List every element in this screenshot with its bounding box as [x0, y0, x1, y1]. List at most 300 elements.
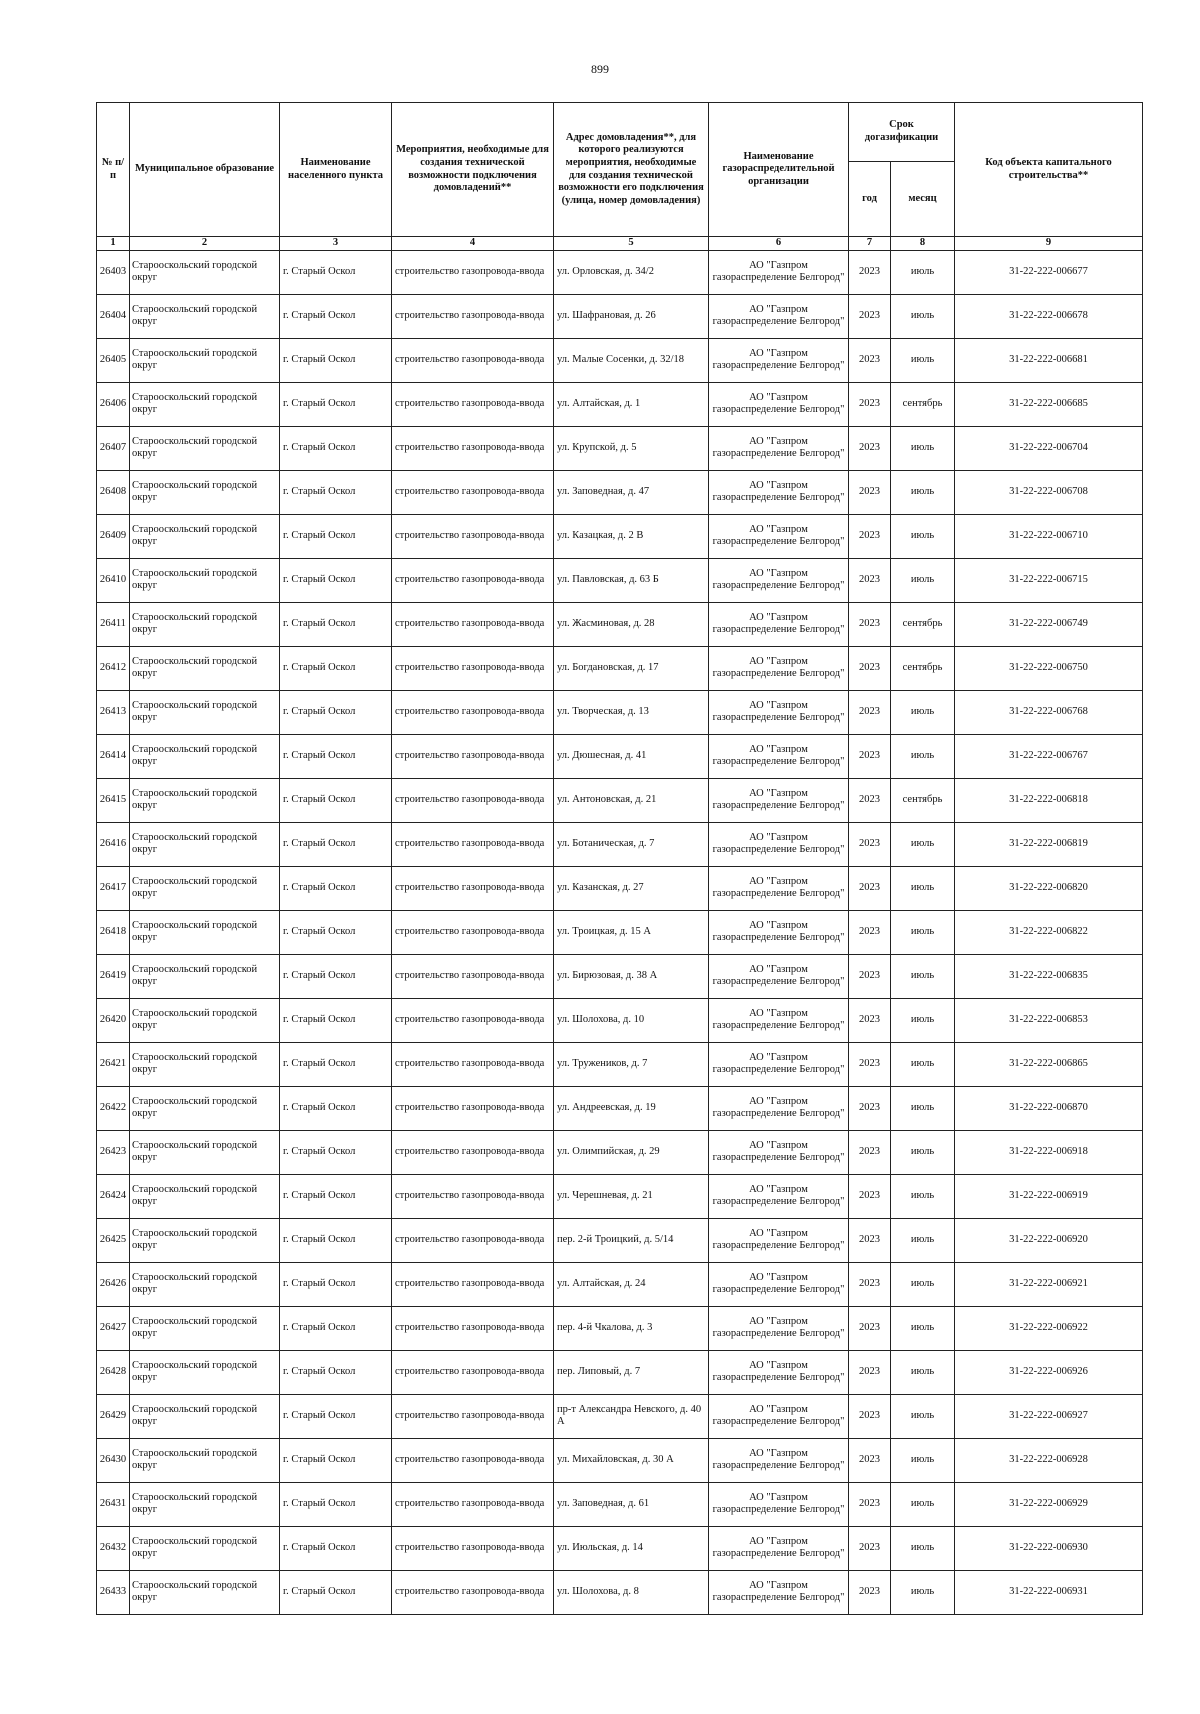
table-row [97, 1262, 1143, 1306]
year-cell: 2023 [849, 470, 891, 514]
month-cell: июль [891, 294, 955, 338]
column-number: 3 [280, 237, 392, 251]
row-number: 26407 [97, 426, 130, 470]
row-number: 26432 [97, 1526, 130, 1570]
header-address: Адрес домовладения**, для которого реализуются мероприятия, необходимые для создания технической возможности его подключения (улица, номер домовладения) [554, 103, 709, 237]
activity-cell: строительство газопровода-ввода [392, 1086, 554, 1130]
address-cell: ул. Богдановская, д. 17 [554, 646, 709, 690]
municipality-cell: Старооскольский городской округ [130, 514, 280, 558]
month-cell: июль [891, 1526, 955, 1570]
activity-cell: строительство газопровода-ввода [392, 910, 554, 954]
year-cell: 2023 [849, 1570, 891, 1614]
address-cell: ул. Алтайская, д. 24 [554, 1262, 709, 1306]
organization-cell: АО "Газпром газораспределение Белгород" [709, 338, 849, 382]
object-code-cell: 31-22-222-006835 [955, 954, 1143, 998]
object-code-cell: 31-22-222-006921 [955, 1262, 1143, 1306]
row-number: 26426 [97, 1262, 130, 1306]
header-year: год [849, 162, 891, 237]
month-cell: июль [891, 998, 955, 1042]
municipality-cell: Старооскольский городской округ [130, 250, 280, 294]
municipality-cell: Старооскольский городской округ [130, 734, 280, 778]
address-cell: ул. Малые Сосенки, д. 32/18 [554, 338, 709, 382]
municipality-cell: Старооскольский городской округ [130, 382, 280, 426]
organization-cell: АО "Газпром газораспределение Белгород" [709, 1262, 849, 1306]
address-cell: ул. Андреевская, д. 19 [554, 1086, 709, 1130]
object-code-cell: 31-22-222-006922 [955, 1306, 1143, 1350]
column-number: 2 [130, 237, 280, 251]
activity-cell: строительство газопровода-ввода [392, 602, 554, 646]
activity-cell: строительство газопровода-ввода [392, 1218, 554, 1262]
table-row [97, 1218, 1143, 1262]
organization-cell: АО "Газпром газораспределение Белгород" [709, 1482, 849, 1526]
organization-cell: АО "Газпром газораспределение Белгород" [709, 1394, 849, 1438]
municipality-cell: Старооскольский городской округ [130, 294, 280, 338]
table-row [97, 558, 1143, 602]
table-row [97, 998, 1143, 1042]
settlement-cell: г. Старый Оскол [280, 1350, 392, 1394]
activity-cell: строительство газопровода-ввода [392, 514, 554, 558]
municipality-cell: Старооскольский городской округ [130, 1262, 280, 1306]
organization-cell: АО "Газпром газораспределение Белгород" [709, 294, 849, 338]
table-body [97, 250, 1143, 1614]
address-cell: ул. Крупской, д. 5 [554, 426, 709, 470]
address-cell: ул. Черешневая, д. 21 [554, 1174, 709, 1218]
organization-cell: АО "Газпром газораспределение Белгород" [709, 514, 849, 558]
activity-cell: строительство газопровода-ввода [392, 426, 554, 470]
activity-cell: строительство газопровода-ввода [392, 338, 554, 382]
municipality-cell: Старооскольский городской округ [130, 426, 280, 470]
activity-cell: строительство газопровода-ввода [392, 1526, 554, 1570]
month-cell: июль [891, 1130, 955, 1174]
settlement-cell: г. Старый Оскол [280, 338, 392, 382]
column-number: 8 [891, 237, 955, 251]
object-code-cell: 31-22-222-006820 [955, 866, 1143, 910]
table-row [97, 602, 1143, 646]
address-cell: ул. Михайловская, д. 30 А [554, 1438, 709, 1482]
table-row [97, 954, 1143, 998]
settlement-cell: г. Старый Оскол [280, 1394, 392, 1438]
year-cell: 2023 [849, 822, 891, 866]
month-cell: июль [891, 954, 955, 998]
object-code-cell: 31-22-222-006926 [955, 1350, 1143, 1394]
header-month: месяц [891, 162, 955, 237]
month-cell: июль [891, 558, 955, 602]
table-row [97, 1570, 1143, 1614]
address-cell: ул. Шафрановая, д. 26 [554, 294, 709, 338]
table-row [97, 426, 1143, 470]
object-code-cell: 31-22-222-006681 [955, 338, 1143, 382]
municipality-cell: Старооскольский городской округ [130, 1482, 280, 1526]
municipality-cell: Старооскольский городской округ [130, 1394, 280, 1438]
municipality-cell: Старооскольский городской округ [130, 954, 280, 998]
object-code-cell: 31-22-222-006919 [955, 1174, 1143, 1218]
month-cell: июль [891, 1306, 955, 1350]
settlement-cell: г. Старый Оскол [280, 998, 392, 1042]
settlement-cell: г. Старый Оскол [280, 866, 392, 910]
activity-cell: строительство газопровода-ввода [392, 1394, 554, 1438]
row-number: 26404 [97, 294, 130, 338]
object-code-cell: 31-22-222-006865 [955, 1042, 1143, 1086]
activity-cell: строительство газопровода-ввода [392, 250, 554, 294]
organization-cell: АО "Газпром газораспределение Белгород" [709, 866, 849, 910]
month-cell: июль [891, 866, 955, 910]
organization-cell: АО "Газпром газораспределение Белгород" [709, 734, 849, 778]
municipality-cell: Старооскольский городской округ [130, 1130, 280, 1174]
activity-cell: строительство газопровода-ввода [392, 690, 554, 734]
organization-cell: АО "Газпром газораспределение Белгород" [709, 954, 849, 998]
column-number: 5 [554, 237, 709, 251]
year-cell: 2023 [849, 1394, 891, 1438]
row-number: 26433 [97, 1570, 130, 1614]
activity-cell: строительство газопровода-ввода [392, 954, 554, 998]
settlement-cell: г. Старый Оскол [280, 426, 392, 470]
activity-cell: строительство газопровода-ввода [392, 1570, 554, 1614]
header-activities: Мероприятия, необходимые для создания технической возможности подключения домовладений** [392, 103, 554, 237]
object-code-cell: 31-22-222-006822 [955, 910, 1143, 954]
organization-cell: АО "Газпром газораспределение Белгород" [709, 910, 849, 954]
settlement-cell: г. Старый Оскол [280, 734, 392, 778]
municipality-cell: Старооскольский городской округ [130, 690, 280, 734]
settlement-cell: г. Старый Оскол [280, 1438, 392, 1482]
year-cell: 2023 [849, 866, 891, 910]
address-cell: ул. Павловская, д. 63 Б [554, 558, 709, 602]
municipality-cell: Старооскольский городской округ [130, 646, 280, 690]
year-cell: 2023 [849, 338, 891, 382]
row-number: 26431 [97, 1482, 130, 1526]
activity-cell: строительство газопровода-ввода [392, 1438, 554, 1482]
municipality-cell: Старооскольский городской округ [130, 1306, 280, 1350]
activity-cell: строительство газопровода-ввода [392, 558, 554, 602]
settlement-cell: г. Старый Оскол [280, 646, 392, 690]
object-code-cell: 31-22-222-006677 [955, 250, 1143, 294]
activity-cell: строительство газопровода-ввода [392, 1482, 554, 1526]
table-row [97, 822, 1143, 866]
organization-cell: АО "Газпром газораспределение Белгород" [709, 1218, 849, 1262]
year-cell: 2023 [849, 690, 891, 734]
organization-cell: АО "Газпром газораспределение Белгород" [709, 1438, 849, 1482]
year-cell: 2023 [849, 1526, 891, 1570]
activity-cell: строительство газопровода-ввода [392, 778, 554, 822]
header-deadline: Срок догазификации [849, 103, 955, 162]
gasification-table [96, 102, 1143, 1615]
column-number: 1 [97, 237, 130, 251]
settlement-cell: г. Старый Оскол [280, 1306, 392, 1350]
activity-cell: строительство газопровода-ввода [392, 1130, 554, 1174]
month-cell: сентябрь [891, 778, 955, 822]
header-municipality: Муниципальное образование [130, 103, 280, 237]
row-number: 26409 [97, 514, 130, 558]
row-number: 26425 [97, 1218, 130, 1262]
municipality-cell: Старооскольский городской округ [130, 998, 280, 1042]
month-cell: июль [891, 426, 955, 470]
settlement-cell: г. Старый Оскол [280, 1482, 392, 1526]
settlement-cell: г. Старый Оскол [280, 1086, 392, 1130]
month-cell: сентябрь [891, 382, 955, 426]
object-code-cell: 31-22-222-006920 [955, 1218, 1143, 1262]
row-number: 26413 [97, 690, 130, 734]
address-cell: ул. Заповедная, д. 61 [554, 1482, 709, 1526]
activity-cell: строительство газопровода-ввода [392, 1306, 554, 1350]
month-cell: сентябрь [891, 602, 955, 646]
address-cell: ул. Ботаническая, д. 7 [554, 822, 709, 866]
object-code-cell: 31-22-222-006918 [955, 1130, 1143, 1174]
organization-cell: АО "Газпром газораспределение Белгород" [709, 1570, 849, 1614]
month-cell: июль [891, 1438, 955, 1482]
header-num: № п/п [97, 103, 130, 237]
settlement-cell: г. Старый Оскол [280, 558, 392, 602]
row-number: 26421 [97, 1042, 130, 1086]
object-code-cell: 31-22-222-006678 [955, 294, 1143, 338]
organization-cell: АО "Газпром газораспределение Белгород" [709, 690, 849, 734]
row-number: 26430 [97, 1438, 130, 1482]
month-cell: июль [891, 1218, 955, 1262]
settlement-cell: г. Старый Оскол [280, 470, 392, 514]
table-row [97, 1086, 1143, 1130]
organization-cell: АО "Газпром газораспределение Белгород" [709, 602, 849, 646]
row-number: 26429 [97, 1394, 130, 1438]
organization-cell: АО "Газпром газораспределение Белгород" [709, 426, 849, 470]
month-cell: июль [891, 1570, 955, 1614]
table-row [97, 734, 1143, 778]
month-cell: июль [891, 1394, 955, 1438]
address-cell: ул. Дюшесная, д. 41 [554, 734, 709, 778]
object-code-cell: 31-22-222-006708 [955, 470, 1143, 514]
month-cell: июль [891, 1350, 955, 1394]
month-cell: июль [891, 338, 955, 382]
activity-cell: строительство газопровода-ввода [392, 1174, 554, 1218]
activity-cell: строительство газопровода-ввода [392, 822, 554, 866]
row-number: 26410 [97, 558, 130, 602]
address-cell: ул. Июльская, д. 14 [554, 1526, 709, 1570]
gasification-table-container [96, 102, 1142, 1615]
table-row [97, 866, 1143, 910]
address-cell: ул. Бирюзовая, д. 38 А [554, 954, 709, 998]
year-cell: 2023 [849, 558, 891, 602]
row-number: 26428 [97, 1350, 130, 1394]
year-cell: 2023 [849, 954, 891, 998]
object-code-cell: 31-22-222-006930 [955, 1526, 1143, 1570]
municipality-cell: Старооскольский городской округ [130, 866, 280, 910]
organization-cell: АО "Газпром газораспределение Белгород" [709, 646, 849, 690]
year-cell: 2023 [849, 426, 891, 470]
address-cell: ул. Антоновская, д. 21 [554, 778, 709, 822]
object-code-cell: 31-22-222-006931 [955, 1570, 1143, 1614]
table-row [97, 1306, 1143, 1350]
table-row [97, 338, 1143, 382]
activity-cell: строительство газопровода-ввода [392, 470, 554, 514]
row-number: 26416 [97, 822, 130, 866]
object-code-cell: 31-22-222-006929 [955, 1482, 1143, 1526]
row-number: 26406 [97, 382, 130, 426]
settlement-cell: г. Старый Оскол [280, 382, 392, 426]
year-cell: 2023 [849, 1086, 891, 1130]
settlement-cell: г. Старый Оскол [280, 1526, 392, 1570]
row-number: 26417 [97, 866, 130, 910]
year-cell: 2023 [849, 602, 891, 646]
address-cell: пер. 2-й Троицкий, д. 5/14 [554, 1218, 709, 1262]
municipality-cell: Старооскольский городской округ [130, 1086, 280, 1130]
address-cell: ул. Тружеников, д. 7 [554, 1042, 709, 1086]
object-code-cell: 31-22-222-006715 [955, 558, 1143, 602]
address-cell: ул. Казацкая, д. 2 В [554, 514, 709, 558]
municipality-cell: Старооскольский городской округ [130, 558, 280, 602]
year-cell: 2023 [849, 1130, 891, 1174]
year-cell: 2023 [849, 1174, 891, 1218]
municipality-cell: Старооскольский городской округ [130, 1350, 280, 1394]
municipality-cell: Старооскольский городской округ [130, 910, 280, 954]
table-row [97, 1042, 1143, 1086]
activity-cell: строительство газопровода-ввода [392, 734, 554, 778]
activity-cell: строительство газопровода-ввода [392, 998, 554, 1042]
organization-cell: АО "Газпром газораспределение Белгород" [709, 998, 849, 1042]
organization-cell: АО "Газпром газораспределение Белгород" [709, 558, 849, 602]
organization-cell: АО "Газпром газораспределение Белгород" [709, 1086, 849, 1130]
month-cell: июль [891, 250, 955, 294]
year-cell: 2023 [849, 734, 891, 778]
organization-cell: АО "Газпром газораспределение Белгород" [709, 1042, 849, 1086]
settlement-cell: г. Старый Оскол [280, 778, 392, 822]
table-row [97, 1174, 1143, 1218]
table-row [97, 250, 1143, 294]
settlement-cell: г. Старый Оскол [280, 250, 392, 294]
municipality-cell: Старооскольский городской округ [130, 338, 280, 382]
object-code-cell: 31-22-222-006710 [955, 514, 1143, 558]
address-cell: пер. Липовый, д. 7 [554, 1350, 709, 1394]
row-number: 26424 [97, 1174, 130, 1218]
settlement-cell: г. Старый Оскол [280, 1218, 392, 1262]
year-cell: 2023 [849, 294, 891, 338]
municipality-cell: Старооскольский городской округ [130, 1174, 280, 1218]
organization-cell: АО "Газпром газораспределение Белгород" [709, 1350, 849, 1394]
header-organization: Наименование газораспределительной организации [709, 103, 849, 237]
object-code-cell: 31-22-222-006870 [955, 1086, 1143, 1130]
month-cell: июль [891, 690, 955, 734]
row-number: 26419 [97, 954, 130, 998]
table-row [97, 1482, 1143, 1526]
row-number: 26408 [97, 470, 130, 514]
organization-cell: АО "Газпром газораспределение Белгород" [709, 250, 849, 294]
row-number: 26412 [97, 646, 130, 690]
municipality-cell: Старооскольский городской округ [130, 1218, 280, 1262]
row-number: 26420 [97, 998, 130, 1042]
address-cell: ул. Олимпийская, д. 29 [554, 1130, 709, 1174]
row-number: 26423 [97, 1130, 130, 1174]
row-number: 26403 [97, 250, 130, 294]
settlement-cell: г. Старый Оскол [280, 954, 392, 998]
activity-cell: строительство газопровода-ввода [392, 1350, 554, 1394]
municipality-cell: Старооскольский городской округ [130, 1570, 280, 1614]
object-code-cell: 31-22-222-006704 [955, 426, 1143, 470]
table-row [97, 294, 1143, 338]
year-cell: 2023 [849, 1306, 891, 1350]
organization-cell: АО "Газпром газораспределение Белгород" [709, 470, 849, 514]
object-code-cell: 31-22-222-006818 [955, 778, 1143, 822]
address-cell: ул. Алтайская, д. 1 [554, 382, 709, 426]
settlement-cell: г. Старый Оскол [280, 910, 392, 954]
table-header [97, 103, 1143, 251]
object-code-cell: 31-22-222-006685 [955, 382, 1143, 426]
object-code-cell: 31-22-222-006749 [955, 602, 1143, 646]
organization-cell: АО "Газпром газораспределение Белгород" [709, 382, 849, 426]
address-cell: пер. 4-й Чкалова, д. 3 [554, 1306, 709, 1350]
settlement-cell: г. Старый Оскол [280, 822, 392, 866]
organization-cell: АО "Газпром газораспределение Белгород" [709, 1130, 849, 1174]
municipality-cell: Старооскольский городской округ [130, 470, 280, 514]
year-cell: 2023 [849, 646, 891, 690]
row-number: 26418 [97, 910, 130, 954]
column-number: 9 [955, 237, 1143, 251]
column-number: 4 [392, 237, 554, 251]
year-cell: 2023 [849, 778, 891, 822]
municipality-cell: Старооскольский городской округ [130, 778, 280, 822]
month-cell: июль [891, 1482, 955, 1526]
table-row [97, 1350, 1143, 1394]
activity-cell: строительство газопровода-ввода [392, 382, 554, 426]
row-number: 26411 [97, 602, 130, 646]
object-code-cell: 31-22-222-006853 [955, 998, 1143, 1042]
table-row [97, 1526, 1143, 1570]
municipality-cell: Старооскольский городской округ [130, 602, 280, 646]
object-code-cell: 31-22-222-006819 [955, 822, 1143, 866]
row-number: 26405 [97, 338, 130, 382]
activity-cell: строительство газопровода-ввода [392, 1042, 554, 1086]
object-code-cell: 31-22-222-006927 [955, 1394, 1143, 1438]
month-cell: июль [891, 1042, 955, 1086]
year-cell: 2023 [849, 1262, 891, 1306]
settlement-cell: г. Старый Оскол [280, 690, 392, 734]
year-cell: 2023 [849, 1042, 891, 1086]
settlement-cell: г. Старый Оскол [280, 514, 392, 558]
activity-cell: строительство газопровода-ввода [392, 646, 554, 690]
page-number: 899 [591, 62, 609, 76]
year-cell: 2023 [849, 1482, 891, 1526]
organization-cell: АО "Газпром газораспределение Белгород" [709, 778, 849, 822]
month-cell: июль [891, 1086, 955, 1130]
year-cell: 2023 [849, 1218, 891, 1262]
column-number: 6 [709, 237, 849, 251]
settlement-cell: г. Старый Оскол [280, 602, 392, 646]
table-row [97, 778, 1143, 822]
object-code-cell: 31-22-222-006767 [955, 734, 1143, 778]
table-row [97, 1438, 1143, 1482]
address-cell: ул. Шолохова, д. 8 [554, 1570, 709, 1614]
settlement-cell: г. Старый Оскол [280, 1262, 392, 1306]
year-cell: 2023 [849, 1438, 891, 1482]
month-cell: июль [891, 470, 955, 514]
year-cell: 2023 [849, 514, 891, 558]
municipality-cell: Старооскольский городской округ [130, 1438, 280, 1482]
activity-cell: строительство газопровода-ввода [392, 1262, 554, 1306]
row-number: 26414 [97, 734, 130, 778]
address-cell: ул. Казанская, д. 27 [554, 866, 709, 910]
table-row [97, 646, 1143, 690]
column-number: 7 [849, 237, 891, 251]
object-code-cell: 31-22-222-006928 [955, 1438, 1143, 1482]
settlement-cell: г. Старый Оскол [280, 1570, 392, 1614]
settlement-cell: г. Старый Оскол [280, 1042, 392, 1086]
month-cell: июль [891, 1262, 955, 1306]
object-code-cell: 31-22-222-006750 [955, 646, 1143, 690]
year-cell: 2023 [849, 382, 891, 426]
month-cell: июль [891, 822, 955, 866]
address-cell: ул. Шолохова, д. 10 [554, 998, 709, 1042]
settlement-cell: г. Старый Оскол [280, 294, 392, 338]
year-cell: 2023 [849, 998, 891, 1042]
header-code: Код объекта капитального строительства** [955, 103, 1143, 237]
address-cell: ул. Жасминовая, д. 28 [554, 602, 709, 646]
table-row [97, 1394, 1143, 1438]
municipality-cell: Старооскольский городской округ [130, 822, 280, 866]
